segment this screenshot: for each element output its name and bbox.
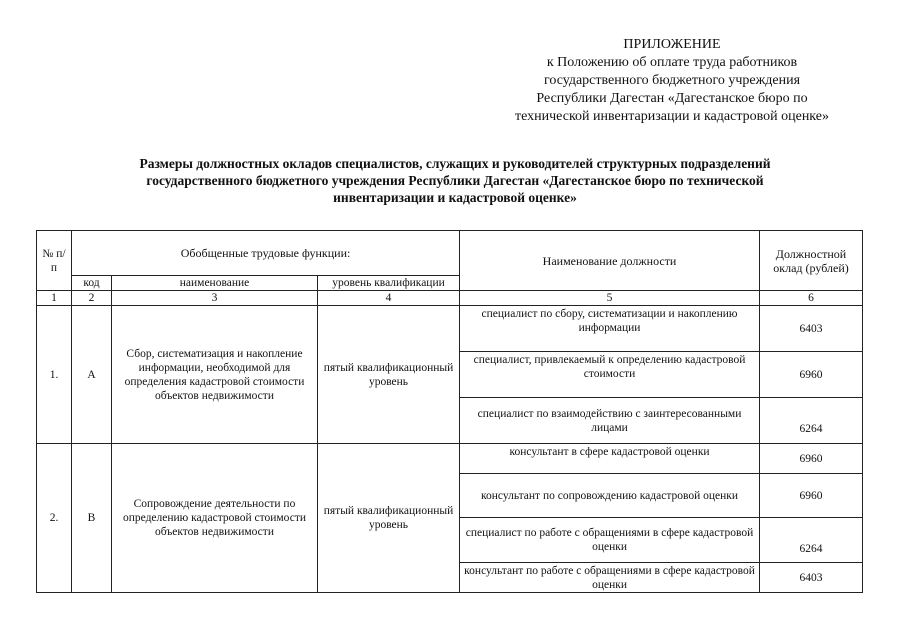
position-title: специалист по сбору, систематизации и накоплению информации <box>460 306 760 352</box>
appendix-line: государственного бюджетного учреждения <box>543 73 801 88</box>
header-row <box>37 231 863 276</box>
row-function: Сопровождение деятельности по определению кадастровой стоимости объектов недвижимости <box>112 444 318 593</box>
column-number: 1 <box>37 291 72 306</box>
position-salary: 6403 <box>760 563 863 593</box>
table-row <box>37 444 863 474</box>
row-level: пятый квалификационный уровень <box>318 306 460 444</box>
column-number-row <box>37 291 863 306</box>
row-num: 1. <box>37 306 72 444</box>
row-function: Сбор, систематизация и накопление информации, необходимой для определения кадастровой стоимости объектов недвижимости <box>112 306 318 444</box>
position-salary: 6960 <box>760 352 863 398</box>
column-number: 4 <box>318 291 460 306</box>
header-name: наименование <box>112 276 318 291</box>
row-level: пятый квалификационный уровень <box>318 444 460 593</box>
position-title: консультант в сфере кадастровой оценки <box>460 444 760 474</box>
column-number: 2 <box>72 291 112 306</box>
position-title: специалист, привлекаемый к определению кадастровой стоимости <box>460 352 760 398</box>
appendix-line: ПРИЛОЖЕНИЕ <box>623 37 721 52</box>
row-code: А <box>72 306 112 444</box>
position-title: консультант по сопровождению кадастровой оценки <box>460 474 760 518</box>
header-code: код <box>72 276 112 291</box>
appendix-line: Республики Дагестан «Дагестанское бюро по <box>536 91 808 106</box>
appendix-line: к Положению об оплате труда работников <box>546 55 798 70</box>
position-salary: 6403 <box>760 306 863 352</box>
salary-table <box>36 230 863 593</box>
header-level: уровень квалификации <box>318 276 460 291</box>
position-salary: 6264 <box>760 518 863 563</box>
position-salary: 6264 <box>760 398 863 444</box>
column-number: 5 <box>460 291 760 306</box>
position-title: специалист по работе с обращениями в сфере кадастровой оценки <box>460 518 760 563</box>
document-title <box>60 155 850 206</box>
title-line: Размеры должностных окладов специалистов, служащих и руководителей структурных подразделений <box>139 156 771 171</box>
row-code: В <box>72 444 112 593</box>
header-functions: Обобщенные трудовые функции: <box>72 231 460 276</box>
table-row <box>37 306 863 352</box>
column-number: 6 <box>760 291 863 306</box>
position-salary: 6960 <box>760 474 863 518</box>
header-salary: Должностной оклад (рублей) <box>760 231 863 291</box>
position-title: специалист по взаимодействию с заинтересованными лицами <box>460 398 760 444</box>
appendix-block <box>480 36 864 126</box>
position-salary: 6960 <box>760 444 863 474</box>
title-line: государственного бюджетного учреждения Республики Дагестан «Дагестанское бюро по технической <box>146 173 764 188</box>
title-line: инвентаризации и кадастровой оценке» <box>333 190 577 205</box>
appendix-line: технической инвентаризации и кадастровой оценке» <box>515 109 829 124</box>
header-num: № п/п <box>37 231 72 291</box>
position-title: консультант по работе с обращениями в сфере кадастровой оценки <box>460 563 760 593</box>
column-number: 3 <box>112 291 318 306</box>
row-num: 2. <box>37 444 72 593</box>
header-position: Наименование должности <box>460 231 760 291</box>
